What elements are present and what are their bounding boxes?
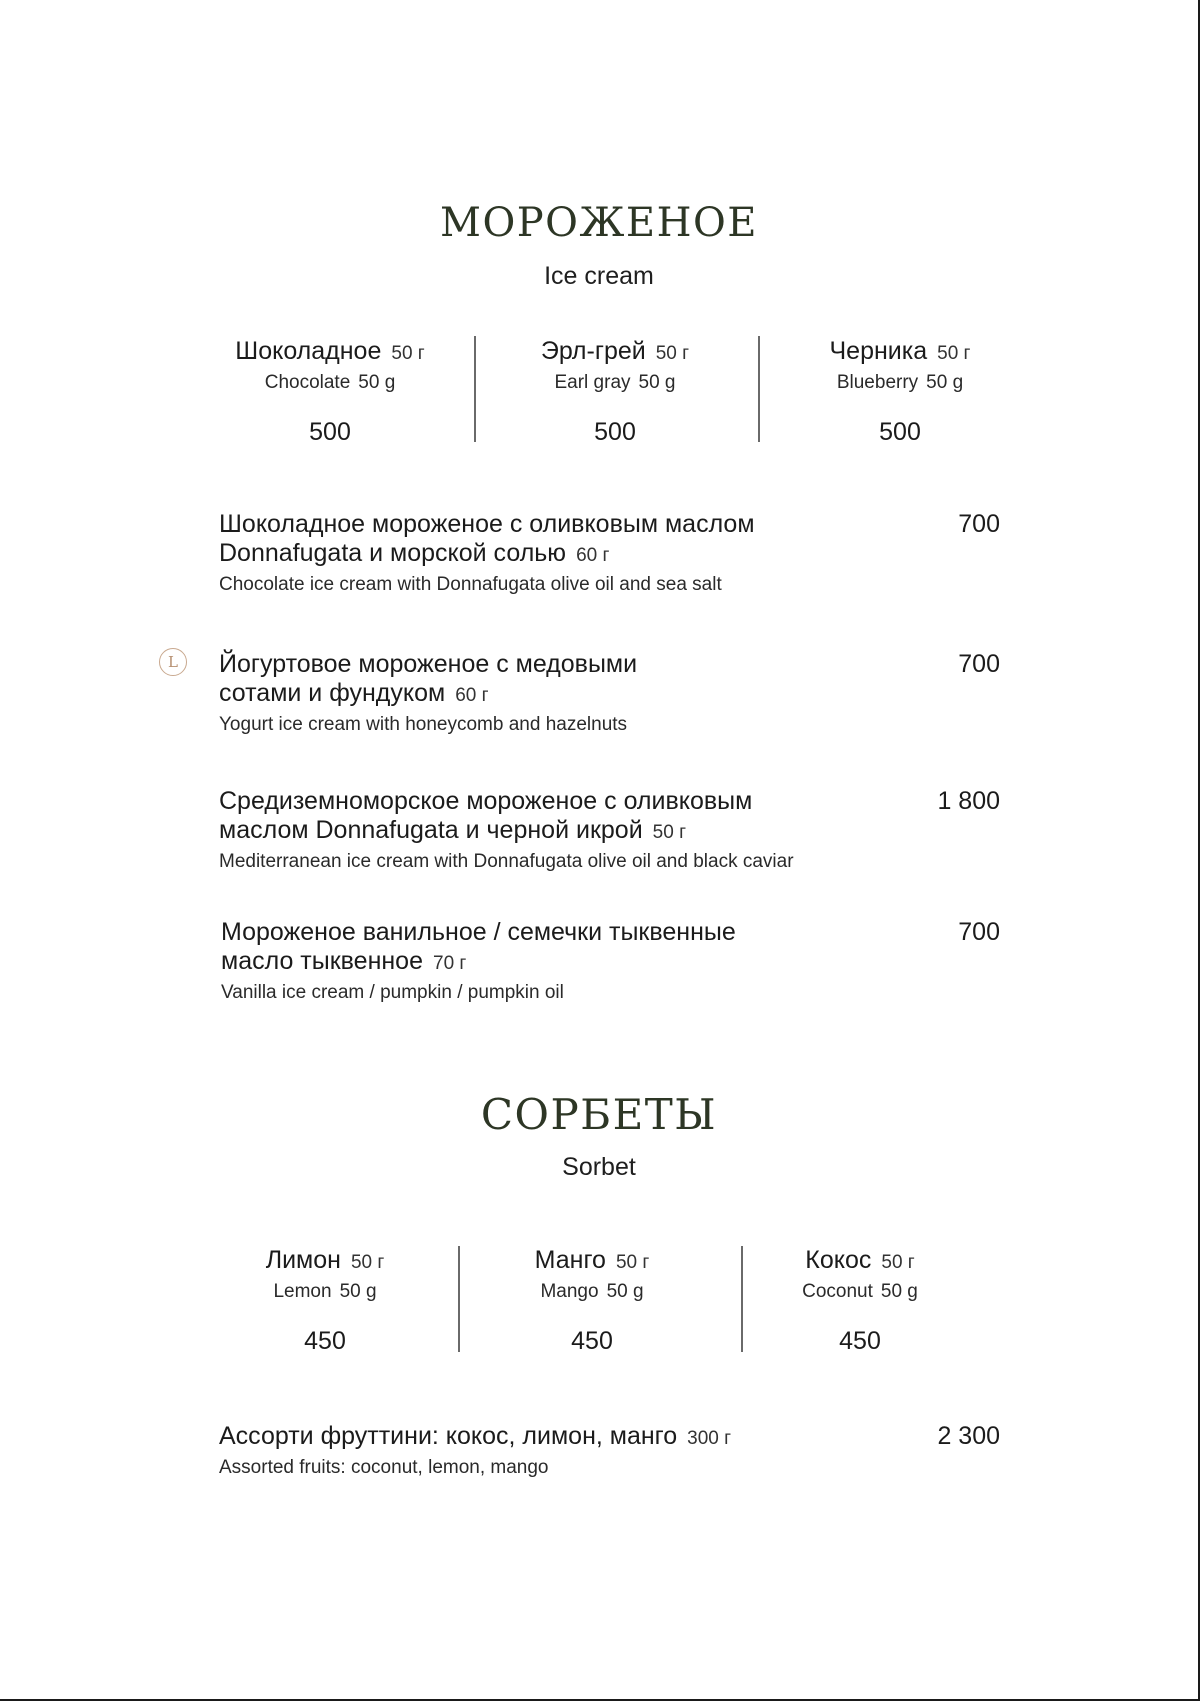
item-weight: 300 г: [687, 1428, 732, 1449]
item-name-cont: маслом Donnafugata и черной икрой: [219, 816, 643, 844]
flavor-weight-en: 50 g: [880, 1281, 918, 1302]
item-name-en: Assorted fruits: coconut, lemon, mango: [219, 1457, 549, 1478]
flavor-name-en: Earl gray: [554, 372, 631, 393]
flavor-name-en: Blueberry: [836, 372, 919, 393]
flavor-earl-grey: [495, 337, 735, 394]
flavor-name: Манго: [534, 1246, 606, 1274]
item-name: Мороженое ванильное / семечки тыквенные: [221, 918, 736, 946]
flavor-price: 500: [594, 418, 636, 446]
flavor-weight-en: 50 g: [358, 372, 396, 393]
flavor-weight: 50 г: [350, 1252, 385, 1273]
flavor-weight-en: 50 g: [638, 372, 676, 393]
item-price: 2 300: [937, 1422, 1000, 1450]
flavor-weight-en: 50 g: [339, 1281, 377, 1302]
flavor-price: 500: [879, 418, 921, 446]
flavor-weight-en: 50 g: [926, 372, 964, 393]
flavor-name: Черника: [829, 337, 928, 365]
item-price: 700: [958, 918, 1000, 946]
flavor-price: 450: [304, 1327, 346, 1355]
column-divider: [474, 336, 476, 442]
menu-item: [219, 650, 1000, 737]
item-name-en: Chocolate ice cream with Donnafugata olive oil and sea salt: [219, 574, 722, 595]
flavor-name: Шоколадное: [235, 337, 382, 365]
item-weight: 70 г: [433, 953, 467, 974]
menu-item: [219, 787, 1000, 874]
item-name-en: Yogurt ice cream with honeycomb and hazelnuts: [219, 714, 628, 735]
flavor-weight: 50 г: [881, 1252, 915, 1273]
flavor-mango: [472, 1246, 712, 1303]
flavor-name-en: Mango: [540, 1281, 599, 1302]
flavor-name-en: Chocolate: [264, 372, 351, 393]
flavor-weight-en: 50 g: [606, 1281, 644, 1302]
item-name: Ассорти фруттини: кокос, лимон, манго: [219, 1422, 678, 1450]
column-divider: [758, 336, 760, 442]
flavor-name-en: Lemon: [273, 1281, 332, 1302]
item-name-cont: масло тыквенное: [221, 947, 423, 975]
menu-item: [221, 918, 1000, 1005]
menu-item: [219, 1422, 1000, 1480]
item-weight: 50 г: [652, 822, 687, 843]
flavor-price: 450: [571, 1327, 613, 1355]
item-price: 700: [958, 650, 1000, 678]
sorbets-subtitle: Sorbet: [562, 1153, 636, 1181]
flavor-name-en: Coconut: [802, 1281, 873, 1302]
item-name-en: Mediterranean ice cream with Donnafugata olive oil and black caviar: [219, 851, 794, 872]
column-divider: [458, 1246, 460, 1352]
item-name-en: Vanilla ice cream / pumpkin / pumpkin oil: [221, 982, 564, 1003]
item-name: Шоколадное мороженое с оливковым маслом: [219, 510, 755, 538]
item-price: 700: [958, 510, 1000, 538]
flavor-price: 450: [839, 1327, 881, 1355]
flavor-price: 500: [309, 418, 351, 446]
item-name-cont: Donnafugata и морской солью: [219, 539, 567, 567]
ice-cream-title: МОРОЖЕНОЕ: [440, 200, 758, 246]
flavor-blueberry: [780, 337, 1020, 394]
item-name-cont: сотами и фундуком: [219, 679, 446, 707]
flavor-coconut: [740, 1246, 980, 1303]
column-divider: [741, 1246, 743, 1352]
sorbets-title: СОРБЕТЫ: [480, 1090, 718, 1139]
item-weight: 60 г: [576, 545, 610, 566]
flavor-weight: 50 г: [391, 343, 425, 364]
flavor-name: Лимон: [265, 1246, 341, 1274]
item-price: 1 800: [937, 787, 1000, 815]
flavor-weight: 50 г: [655, 343, 690, 364]
flavor-lemon: [205, 1246, 445, 1303]
flavor-name: Кокос: [805, 1246, 872, 1274]
flavor-name: Эрл-грей: [540, 337, 646, 365]
flavor-weight: 50 г: [937, 343, 971, 364]
item-name: Йогуртовое мороженое с медовыми: [219, 650, 638, 678]
lenten-mark-icon: L: [159, 648, 187, 676]
flavor-weight: 50 г: [615, 1252, 650, 1273]
ice-cream-subtitle: Ice cream: [544, 262, 654, 290]
menu-item: [219, 510, 1000, 597]
flavor-chocolate: [210, 337, 450, 394]
item-name: Средиземноморское мороженое с оливковым: [219, 787, 753, 815]
item-weight: 60 г: [455, 685, 489, 706]
